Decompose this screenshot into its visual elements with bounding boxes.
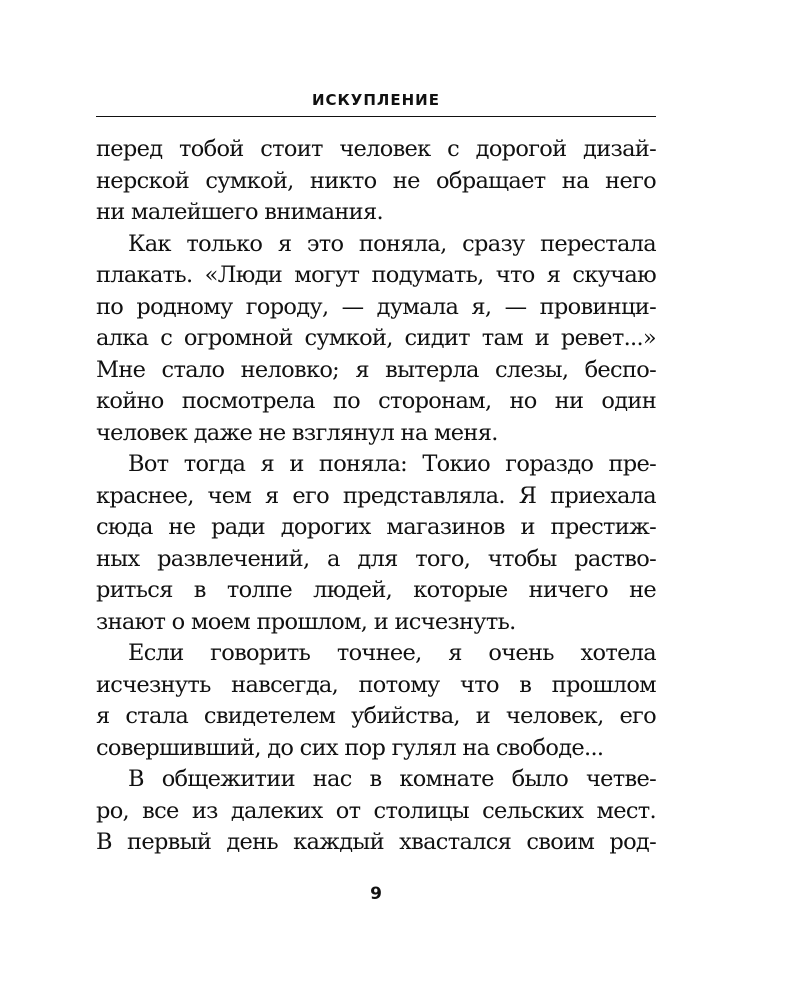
text-line: по родному городу, — думала я, — провинци-	[96, 293, 656, 320]
text-line: я стала свидетелем убийства, и человек, его	[96, 703, 656, 729]
text-line: перед тобой стоит человек с дорогой дизай-	[96, 136, 656, 162]
text-line: знают о моем прошлом, и исчезнуть.	[96, 608, 516, 635]
paragraph-1	[96, 134, 656, 229]
text-line: риться в толпе людей, которые ничего не	[96, 577, 656, 603]
text-line: Если говорить точнее, я очень хотела	[128, 640, 656, 666]
paragraph-3	[96, 449, 656, 638]
paragraph-4	[96, 638, 656, 764]
text-line: ни малейшего внимания.	[96, 199, 383, 225]
paragraph-5	[96, 764, 656, 859]
text-line: совершивший, до сих пор гулял на свободе...	[96, 734, 604, 761]
text-line: Как только я это поняла, сразу перестала	[128, 230, 656, 257]
page-number: 9	[370, 884, 382, 904]
text-line: Вот тогда я и поняла: Токио гораздо пре-	[128, 451, 656, 477]
text-line: плакать. «Люди могут подумать, что я скучаю	[96, 262, 656, 288]
text-line: койно посмотрела по сторонам, но ни один	[96, 388, 656, 414]
header-rule	[96, 116, 656, 117]
paragraph-2	[96, 229, 656, 450]
text-line: алка с огромной сумкой, сидит там и ревет...»	[96, 325, 656, 351]
text-line: исчезнуть навсегда, потому что в прошлом	[96, 671, 656, 698]
body-text	[96, 134, 656, 859]
running-head-title: ИСКУПЛЕНИЕ	[311, 91, 440, 109]
text-line: сюда не ради дорогих магазинов и престиж-	[96, 514, 656, 540]
text-line: ро, все из далеких от столицы сельских мест.	[96, 797, 656, 824]
text-line: В первый день каждый хвастался своим род-	[96, 829, 656, 855]
text-line: нерской сумкой, никто не обращает на него	[96, 167, 656, 194]
text-line: В общежитии нас в комнате было четве-	[128, 766, 656, 792]
text-line: ных развлечений, а для того, чтобы раство-	[96, 545, 656, 572]
text-line: краснее, чем я его представляла. Я приехала	[96, 482, 656, 509]
text-line: Мне стало неловко; я вытерла слезы, беспо-	[96, 356, 656, 383]
text-line: человек даже не взглянул на меня.	[96, 419, 498, 446]
